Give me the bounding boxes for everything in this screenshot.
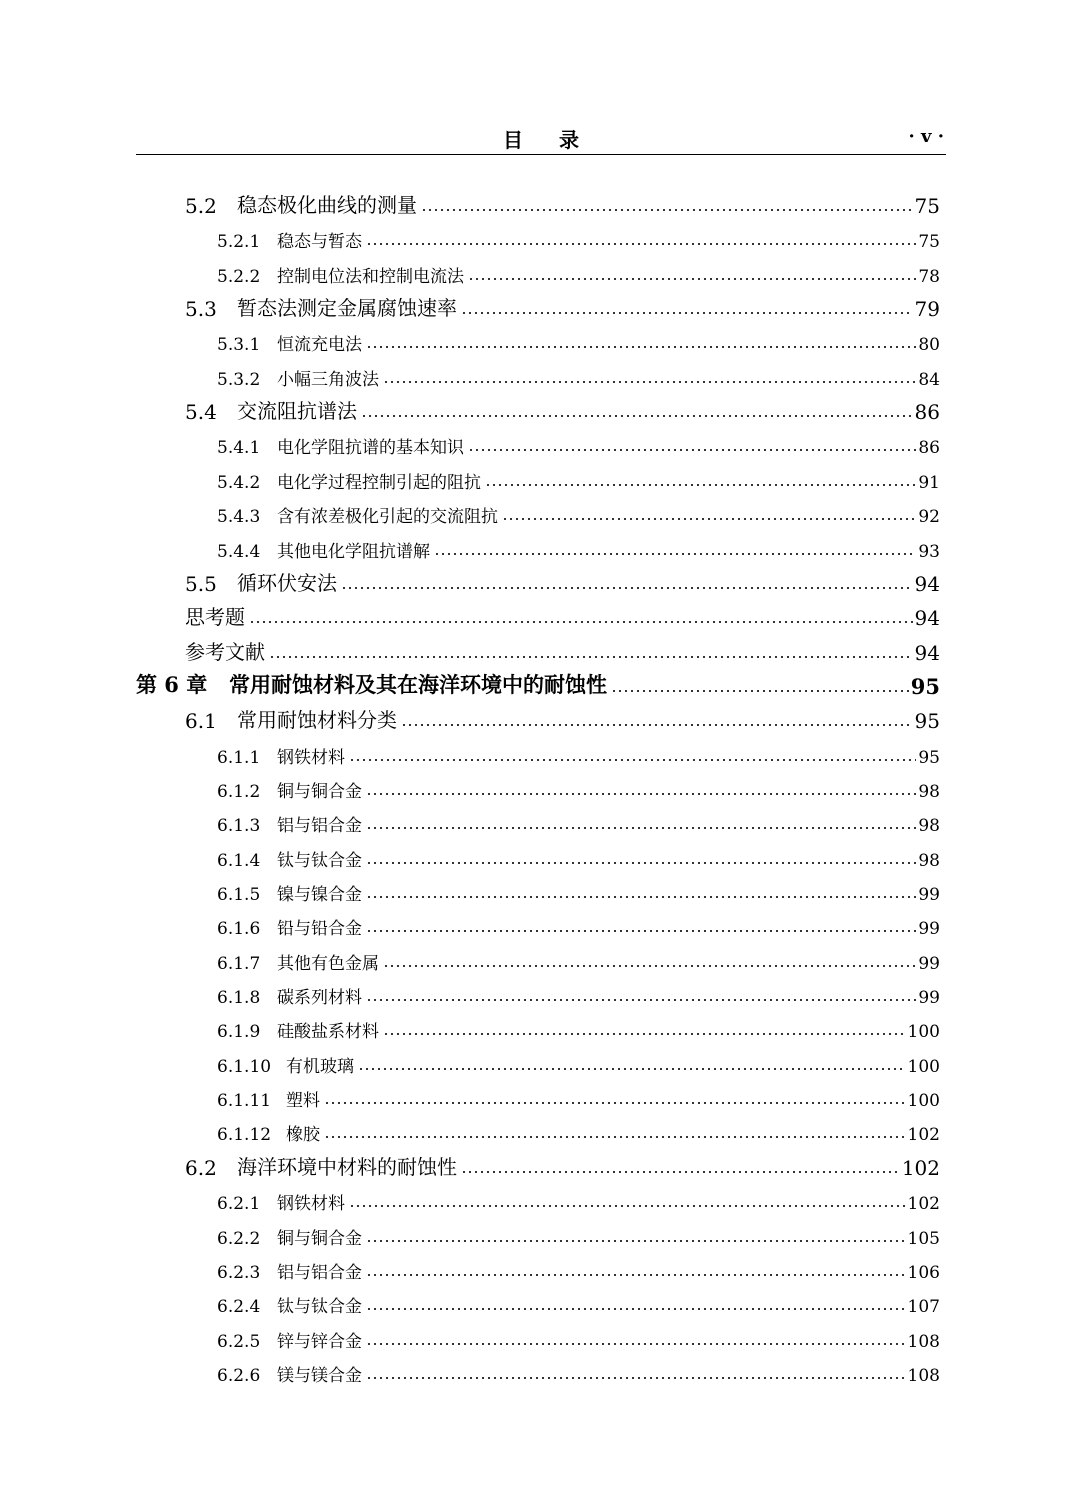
toc-entry-number: 6.2.5 [217,1332,261,1352]
toc-entry-title: 思考题 [185,605,245,629]
toc-entry-page: 92 [918,507,940,527]
toc-entry-number: 6.2.6 [217,1366,261,1386]
toc-entry-number: 5.2.2 [217,267,261,287]
dot-leader [383,380,916,384]
dot-leader [502,517,916,521]
toc-entry-number: 6.1.5 [217,885,261,905]
toc-entry[interactable] [0,463,940,493]
toc-entry-number: 6.2.4 [217,1297,261,1317]
toc-entry-number: 6.1.2 [217,782,261,802]
toc-entry-page: 99 [918,954,940,974]
dot-leader [269,655,913,659]
toc-entry[interactable] [0,532,940,562]
toc-entry[interactable] [0,325,940,355]
toc-entry-number: 5.4.3 [217,507,261,527]
toc-entry-number: 6.1.9 [217,1022,261,1042]
toc-entry[interactable] [0,1184,940,1214]
toc-entry-title: 铜与铜合金 [277,1229,362,1249]
toc-entry-title: 常用耐蚀材料分类 [237,708,397,732]
toc-entry-page: 107 [907,1297,940,1317]
toc-entry-page: 98 [918,851,940,871]
toc-entry-page: 100 [907,1022,940,1042]
dot-leader [366,1342,906,1346]
toc-entry-title: 参考文献 [185,640,265,664]
toc-entry-page: 79 [914,297,940,321]
toc-entry-title: 橡胶 [286,1125,320,1145]
toc-entry-page: 102 [907,1194,940,1214]
dot-leader [324,1101,906,1105]
toc-entry[interactable] [0,841,940,871]
toc-entry-title: 钛与钛合金 [277,851,362,871]
toc-entry-number: 5.3 [185,297,217,321]
dot-leader [366,895,916,899]
dot-leader [383,964,916,968]
toc-entry-page: 80 [918,335,940,355]
toc-entry-page: 91 [918,473,940,493]
toc-entry-number: 6.1 [185,709,217,733]
dot-leader [349,1204,906,1208]
toc-entry-title: 碳系列材料 [277,988,362,1008]
toc-entry-page: 98 [918,782,940,802]
toc-entry-page: 84 [918,370,940,390]
toc-entry-page: 78 [918,267,940,287]
toc-entry-title: 海洋环境中材料的耐蚀性 [237,1155,457,1179]
toc-entry-title: 钢铁材料 [277,1194,345,1214]
toc-entry-number: 6.2.2 [217,1229,261,1249]
toc-entry-title: 稳态极化曲线的测量 [237,193,417,217]
toc-entry[interactable] [0,291,940,321]
toc-entry-page: 75 [918,232,940,252]
toc-entry-title: 恒流充电法 [277,335,362,355]
dot-leader [366,792,916,796]
toc-entry-title: 暂态法测定金属腐蚀速率 [237,296,457,320]
toc-entry-title: 循环伏安法 [237,571,337,595]
dot-leader [383,1032,906,1036]
toc-entry-page: 95 [918,748,940,768]
toc-entry-page: 105 [907,1229,940,1249]
dot-leader [366,1307,906,1311]
dot-leader [341,586,913,590]
toc-entry-number: 5.5 [185,572,217,596]
dot-leader [366,242,916,246]
toc-entry-number: 6.2 [185,1156,217,1180]
toc-entry-page: 99 [918,885,940,905]
dot-leader [366,1273,906,1277]
toc-entry[interactable] [0,566,940,596]
toc-entry[interactable] [0,1081,940,1111]
toc-entry[interactable] [0,222,940,252]
toc-entry-title: 铝与铝合金 [277,816,362,836]
toc-entry-page: 86 [914,400,940,424]
dot-leader [366,826,916,830]
toc-entry-title: 常用耐蚀材料及其在海洋环境中的耐蚀性 [229,672,607,697]
dot-leader [358,1067,906,1071]
toc-entry-number: 6.1.10 [217,1057,272,1077]
toc-entry-page: 98 [918,816,940,836]
dot-leader [366,1376,906,1380]
toc-entry-title: 硅酸盐系材料 [277,1022,379,1042]
toc-entry[interactable] [0,772,940,802]
toc-entry[interactable] [0,875,940,905]
toc-entry-page: 108 [907,1332,940,1352]
toc-entry-number: 5.3.2 [217,370,261,390]
dot-leader [366,861,916,865]
toc-entry-title: 有机玻璃 [286,1057,354,1077]
toc-entry-number: 5.4.2 [217,473,261,493]
toc-entry-number: 6.2.3 [217,1263,261,1283]
toc-entry-title: 钛与钛合金 [277,1297,362,1317]
toc-entry-number: 5.4 [185,400,217,424]
toc-entry-number: 6.1.3 [217,816,261,836]
toc-entry-page: 94 [914,641,940,665]
toc-entry[interactable] [0,257,940,287]
dot-leader [468,448,916,452]
toc-entry[interactable] [0,703,940,733]
toc-entry[interactable] [0,1150,940,1180]
toc-entry-title: 铝与铝合金 [277,1263,362,1283]
toc-entry-number: 5.4.1 [217,438,261,458]
dot-leader [361,414,913,418]
toc-entry[interactable] [0,1012,940,1042]
toc-entry-number: 6.1.4 [217,851,261,871]
toc-entry-page: 100 [907,1091,940,1111]
toc-entry-number: 6.1.6 [217,919,261,939]
toc-entry-number: 5.2 [185,194,217,218]
dot-leader [366,998,916,1002]
toc-entry[interactable] [0,909,940,939]
toc-entry-title: 铅与铅合金 [277,919,362,939]
toc-entry-title: 其他有色金属 [277,954,379,974]
toc-entry-title: 含有浓差极化引起的交流阻抗 [277,507,498,527]
page-title: 目录 [503,128,615,152]
dot-leader [366,929,916,933]
toc-entry[interactable] [0,1253,940,1283]
toc-entry-title: 镁与镁合金 [277,1366,362,1386]
toc-entry[interactable] [0,1219,940,1249]
toc-entry-title: 其他电化学阻抗谱解 [277,542,430,562]
dot-leader [468,277,916,281]
toc-entry-title: 交流阻抗谱法 [237,399,357,423]
toc-entry-title: 小幅三角波法 [277,370,379,390]
dot-leader [434,552,916,556]
toc-entry-page: 106 [907,1263,940,1283]
dot-leader [324,1135,906,1139]
toc-entry[interactable] [0,394,940,424]
toc-entry[interactable] [0,428,940,458]
toc-entry-page: 100 [907,1057,940,1077]
toc-entry-page: 99 [918,919,940,939]
dot-leader [485,483,916,487]
toc-entry-title: 稳态与暂态 [277,232,362,252]
toc-entry[interactable] [0,1287,940,1317]
toc-entry-number: 第 6 章 [136,672,208,697]
toc-entry-title: 钢铁材料 [277,748,345,768]
toc-entry-page: 75 [914,194,940,218]
toc-entry-number: 6.2.1 [217,1194,261,1214]
toc-entry[interactable] [0,188,940,218]
page-number: · v · [908,126,944,147]
toc-entry[interactable] [0,978,940,1008]
toc-entry[interactable] [0,1322,940,1352]
page-header [136,122,946,155]
dot-leader [421,208,913,212]
toc-entry-title: 塑料 [286,1091,320,1111]
toc-entry[interactable] [0,1047,940,1077]
toc-entry[interactable] [0,360,940,390]
toc-entry-page: 99 [918,988,940,1008]
toc-entry-number: 5.2.1 [217,232,261,252]
toc-entry-number: 6.1.11 [217,1091,272,1111]
toc-entry-number: 6.1.7 [217,954,261,974]
toc-entry[interactable] [0,738,940,768]
toc-entry[interactable] [0,1115,940,1145]
dot-leader [611,689,909,693]
toc-entry-number: 5.3.1 [217,335,261,355]
dot-leader [461,1170,900,1174]
dot-leader [461,311,913,315]
toc-entry-number: 6.1.1 [217,748,261,768]
toc-entry[interactable] [0,806,940,836]
toc-entry-page: 94 [914,606,940,630]
toc-entry[interactable] [0,944,940,974]
toc-entry-page: 102 [907,1125,940,1145]
dot-leader [366,1239,906,1243]
toc-entry-page: 93 [918,542,940,562]
toc-entry-page: 95 [914,709,940,733]
toc-entry-title: 电化学阻抗谱的基本知识 [277,438,464,458]
toc-entry-page: 102 [901,1156,940,1180]
toc-entry[interactable] [0,497,940,527]
toc-entry-number: 5.4.4 [217,542,261,562]
dot-leader [366,345,916,349]
toc-entry-page: 86 [918,438,940,458]
toc-entry[interactable] [0,600,940,630]
toc-entry-page: 95 [910,674,940,699]
toc-entry-number: 6.1.8 [217,988,261,1008]
toc-entry[interactable] [0,635,940,665]
toc-entry-title: 镍与镍合金 [277,885,362,905]
toc-entry-page: 94 [914,572,940,596]
dot-leader [401,723,913,727]
toc-entry-title: 锌与锌合金 [277,1332,362,1352]
toc-entry-title: 铜与铜合金 [277,782,362,802]
toc-entry-number: 6.1.12 [217,1125,272,1145]
dot-leader [249,620,913,624]
toc-entry[interactable] [0,669,940,699]
toc-entry-title: 控制电位法和控制电流法 [277,267,464,287]
toc-entry[interactable] [0,1356,940,1386]
toc-entry-page: 108 [907,1366,940,1386]
toc-entry-title: 电化学过程控制引起的阻抗 [277,473,481,493]
dot-leader [349,758,916,762]
